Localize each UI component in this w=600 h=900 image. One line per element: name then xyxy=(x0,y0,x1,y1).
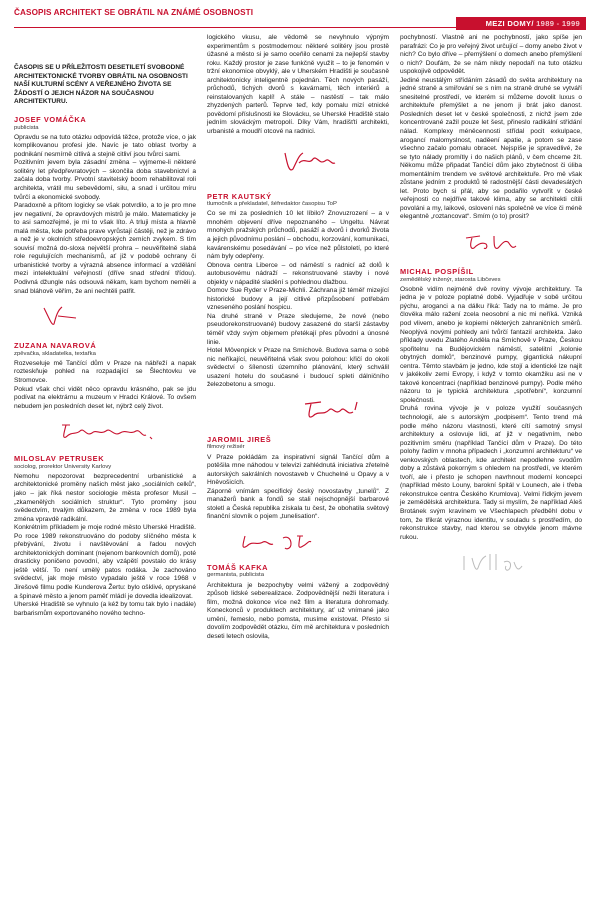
signature-jires xyxy=(207,528,389,554)
person-name: ZUZANA NAVAROVÁ xyxy=(14,341,97,351)
person-role: publicista xyxy=(14,124,39,131)
paragraph: Paradoxně a přitom logicky se však potvrdilo, a to je pro mne jev negativní, že opravdových mistrů je málo. Matematicky je to asi samozřejmé, je mi to však líto. A trluji místa a hlavně malá města, kde potřeba prave vyrůstají částěji, než je zdrávo a než je v okolních středoevropských zemích zvykem. S tím souvisí možná do-sloxa největší prohra – neuvěřitelně slabá role regulujících mechanismů, ať již v podobě ochrany či urbanistické tvorby a výrazná absence informací a vzdělání mezi intelektuální veřejností (dříve snad střední třídou). Podivná džungle nás odsouvá někam, kam bychom neměli a snad bláhově věřím, že ani nechtěli patřit. xyxy=(14,202,196,295)
paragraph: Domov Sue Ryder v Praze-Michli. Záchrana již téměř mizející historické budovy a její citlivé přizpůsobení potřebám vzneseného poslání hospicu. xyxy=(207,287,389,312)
column-2 xyxy=(207,34,389,642)
person-role: filmový režisér xyxy=(207,444,245,451)
paragraph: Jediné neustálým střídáním zásadů do světa architektury na jedné straně a smiřování se s ním na straně druhé se vytváří snesitelné prostředí, ve kterém si můžeme dovolit luxus o architektuře přemýšlet a ne jenom ji brát jako danost. Posledních deset let v české společnosti, z nichž jsem zde koncentrované zažil pouze let šest, přineslo radikální střídání nálad. Komplexy méněcennosti střídal pocit exkulpace, arogancí malomyslnost, naděení apatie, a potom se zase všechno začalo pomalu obracet. Nejspíše je spravedlivé, že se tyto nálady promítly i do našich plánů, v čem chceme žít. Někomu může připadat Tančící dům jako zbytečnost či úliba momentálním trendem ve světové architektuře. Pro mě však zůstane jedním z produktů té radostnější části devadesátých let. Proto bych si přál, aby se podařilo vytvořit v české veřejnosti co nejdříve takové klima, aby se architekti cítili povoláni a my, laikové, oslovení nás společně ve více či méně elegantně „roztancovat“. Smím (o to) prosit? xyxy=(400,76,582,221)
paragraph: Co se mi za posledních 10 let líbilo? Znovuzrození – a v mnohém objevení dříve nepoznaného – Ungeltu. Návrat mnohých pražských průchodů, pasáží a dvorů i dvorků života a jejich původnímu poslání – obchodu, korzování, komunikaci, kavárenskému posedávání – po více než půlstoletí, po které nám byly odepřeny. xyxy=(207,210,389,261)
signature-kafka xyxy=(400,228,582,258)
signature-pospisil xyxy=(400,548,582,582)
paragraph: Hotel Mövenpick v Praze na Smíchově. Budova sama o sobě nic neříkající, neuvěřitelná však svou polohou: křičí do okolí svědectví o šílenosti územního plánování, který schválil usazení hotelu do současné i budoucí spleti dálničního železobetonu a smogu. xyxy=(207,347,389,389)
paragraph: pochybností. Vlastně ani ne pochybností, jako spíše jen parafrázi: Co je pro veřejný život určující – domy anebo život v nich? Co bylo dříve – přemýšlení o domech anebo přemýšlení o nich? Doufám, že se nám nikdy nepodaří na tuto otázku uspokojivě odpovědět. xyxy=(400,34,582,76)
paragraph: Opravdu se na tuto otázku odpovídá těžce, protože více, o jak komplikovanou profesi jde. Navíc je tato oblast tvorby a podnikání nesmírně citlivá a stejně citliví jsou tvůrci sami. xyxy=(14,133,196,158)
paragraph: Obnova centra Liberce – od náměstí s radnicí až dolů k autobusovému nádraží – rekonstruované stavby i nové objekty v nápadité sladění s pohlednou dlažbou. xyxy=(207,261,389,286)
paragraph: Uherské Hradiště se vyhnulo (a kéž by tomu tak bylo i nadále) barbarismům exportovaného nového techno- xyxy=(14,601,196,617)
paragraph: Druhá rovina vývoje je v poloze využití současných technologií, ale s autorským „podpisem“. Tento trend má podle mého názoru vlastnosti, které cítí samotný smysl architektury a oslovuje lidi, ať již v negativním, nebo pozitivním směru (například Tančící dům v Praze). Do této polohy řadím v mnoha případech i „konzumní architekturu“ ve venkovských oblastech, kde architekt nepodlehne svodům doby a zůstává pokorným s ohledem na prostředí, ve kterém tvoří, ale i přesto je schopen navrhnout moderní koncepci (například město Louny, barokní špitál v Lounech, ale i třeba rekonstrukce centra Českého Krumlova). Velmi řídkým jevem je zemědělská architektura. Tady si myslím, že například Aleš Brotánek svým kravínem ve Všechlapech předběhl dobu v tom, že třikrát výraznou identitu, v souladu s prostředím, do rekonstrukce stavby, nad kterou se obvykle jenom mávne rukou. xyxy=(400,405,582,541)
paragraph: Architektura je bezpochyby velmi vážený a zodpovědný způsob lidské seberealizace. Zodpovědnější nežli literatura i film, možná dokonce více než film a literatura dohromady. Koneckonců v produktech architektury, ať už vnímané jako umění, řemeslo, nebo pomsta, musíme existovat. Přesto si dovolím zodpovědět otázku, čím mě architektura v posledních deseti letech oslovila, xyxy=(207,581,389,640)
paragraph: Pokud však chci vidět něco opravdu krásného, pak se jdu podívat na elektrárnu a muzeum v Hradci Králové. To ovšem nebudem jen posledních deset let, nýbrž celý život. xyxy=(14,385,196,410)
section-banner xyxy=(456,17,586,30)
person-role: germanista, publicista xyxy=(207,572,264,579)
signature-vomacka xyxy=(14,302,196,332)
person-name: PETR KAUTSKÝ xyxy=(207,191,272,201)
person-role: tlumočník a překladatel, šéfredaktor časopisu ToP xyxy=(207,201,337,208)
person-name: JAROMIL JIREŠ xyxy=(207,434,272,444)
column-3 xyxy=(400,34,582,592)
header-rule xyxy=(14,27,586,28)
paragraph: Záporně vnímám specifický český novostavby „tunelů“. Z manažerů bank a fondů se stali nejschopnější barbarové stoletl a Česká republika získala tu čest, že obohatila světový finanční slovník o pojem „tunelisation“. xyxy=(207,487,389,521)
person-name: TOMÁŠ KAFKA xyxy=(207,562,269,572)
person-name: JOSEF VOMÁČKA xyxy=(14,114,87,124)
signature-navarova xyxy=(14,417,196,445)
column-1 xyxy=(14,34,196,618)
paragraph: Rozveseluje mě Tančící dům v Praze na nábřeží a napak rozteskňuje pohled na rozpadající se Šlechtovku ve Stromovce. xyxy=(14,359,196,384)
page-header-title: ČASOPIS ARCHITEKT SE OBRÁTIL NA ZNÁMÉ OSOBNOSTI xyxy=(14,8,254,17)
paragraph: Pozitivním jevem byla zásadní změna – vyjmeme-li některé solitéry let předpřevratových – skončila doba stavebnictví a začala doba tvorby. Prvotní stavitelský boom rehabilitoval roli architekta, vrátil mu sebevědomí, silu, a snad i určitou míru tvůrčí a ekonomické svobody. xyxy=(14,159,196,201)
person-role: zemědělský inženýr, starosta Libčeves xyxy=(400,276,501,283)
signature-kautsky xyxy=(207,396,389,426)
section-name: MEZI DOMY/ xyxy=(485,19,534,28)
paragraph: Na druhé straně v Praze sledujeme, že nové (nebo pseudorekonstruované) budovy zasazené do starší zástavby téměř vždy svým objemem přetékají přes původní a únosné linie. xyxy=(207,312,389,346)
paragraph: Konkrétním příkladem je moje rodné město Uherské Hradiště. Po roce 1989 rekonstruováno do podoby slíčného města k přebývání, životu i navštěvování a řadou nových architektonických dominant (nejenom bankovních domů), poté drasticky poničeno povodní, aby vzápětí povstalo do krásy ještě větší. To není umělý patos rodáka. Je zachováno svědectví, jak moje město vypadalo ještě v roce 1968 v Jirešově filmu podle Kunderova Žertu: bylo ošklivé, opryskané a špinavé město a jenom paměť mládí je dovedla idealizovat. xyxy=(14,524,196,600)
person-role: zpěvačka, skladatelka, textařka xyxy=(14,350,96,357)
person-role: sociolog, prorektor University Karlovy xyxy=(14,463,112,470)
section-years: 1989 - 1999 xyxy=(533,19,580,28)
person-name: MILOSLAV PETRUSEK xyxy=(14,454,105,464)
signature-petrusek xyxy=(207,143,389,183)
paragraph: logického vkusu, ale vědomě se nevyhnulo výpným experimentům s postmodernou: některé solitéry jsou prostě úžasné a město si je samo oceňilo cenami za nejlepší stavby roku. Každý prostor je zase funkčně využít – to je fenomén v tržní ekonomice obvyklý, ale v Uherském Hradišti je současně architektonicky inteligentně pojednán. Těch nových pasáží, průchodů, tichých dvorů s kavárnami, těch interiérů a reinstalovaných kaplí! A stále – nastěstí – tak málo zhyzdených parterů. Teprve teď, kdy pomalu mizí etnické povědomí příslušnosti ke Slovácku, se Uherské Hradiště stalo jedním slováckým metropolí. Díky Vám, hradišťtí architekti, urbanisté a moudří otcové na radnici. xyxy=(207,34,389,136)
paragraph: Nemohu nepozorovat bezprecedentní urbanistické a architektonické proměny našich měst jako „sociálních celků“, jako – jak říká nestor sociologie města profesor Musil – „zkamenělých sociálních struktur“. Tyto proměny jsou svědectvím, trvalým důkazem, že změna v roce 1989 byla zména vpravdě radikální. xyxy=(14,472,196,523)
paragraph: V Praze pokládám za inspirativní signál Tančící dům a potěšila mne náhodou v televizi zahlédnutá iniciativa zřetelně autorských sakrálních novostaveb v Chuchelné u Opavy a v Hněvošicích. xyxy=(207,453,389,487)
paragraph: Osobně vidím nejméně dvě roviny vývoje architektury. Ta jedna je v poloze poplatné době. Vyjadřuje v sobě určitou pýchu, aroganci a na dálku říká: Tady na to máme. Je pro člověka málo ražení zcela neosobní a nic mi neříká. Vzniká pod vlivem, anebo je kopiemi některých zahraničních směrů. Neoplývá novými pohledy ani tvůrčí fantazií architekta. Jako příklady uvedu Zlatého Anděla na Smíchově v Praze, Českou spořitelnu na Budějovickém náměstí, satelitní „kolonie obytných domků“, benzinové pumpy, gigantická nákupní centra. Těmto stavbám je jedno, kde stojí a identické lze najít v jakékoliv zemi Evropy, i když v tomto okamžiku asi ne v takové koncentraci (například benzinové pumpy). Podle mého názoru to je typická architektura „spotřební“, konzumní společnosti. xyxy=(400,285,582,404)
person-name: MICHAL POSPÍŠIL xyxy=(400,267,474,277)
intro-lead: ČASOPIS SE U PŘÍLEŽITOSTI DESETILETÍ SVOBODNÉ ARCHITEKTONICKÉ TVORBY OBRÁTIL NA OSOBNOSTI NAŠÍ KULTURNÍ SCÉNY A VEŘEJNÉHO ŽIVOTA SE ŽÁDOSTÍ O JEJICH NÁZOR NA SOUČASNOU ARCHITEKTURU. xyxy=(14,64,188,106)
